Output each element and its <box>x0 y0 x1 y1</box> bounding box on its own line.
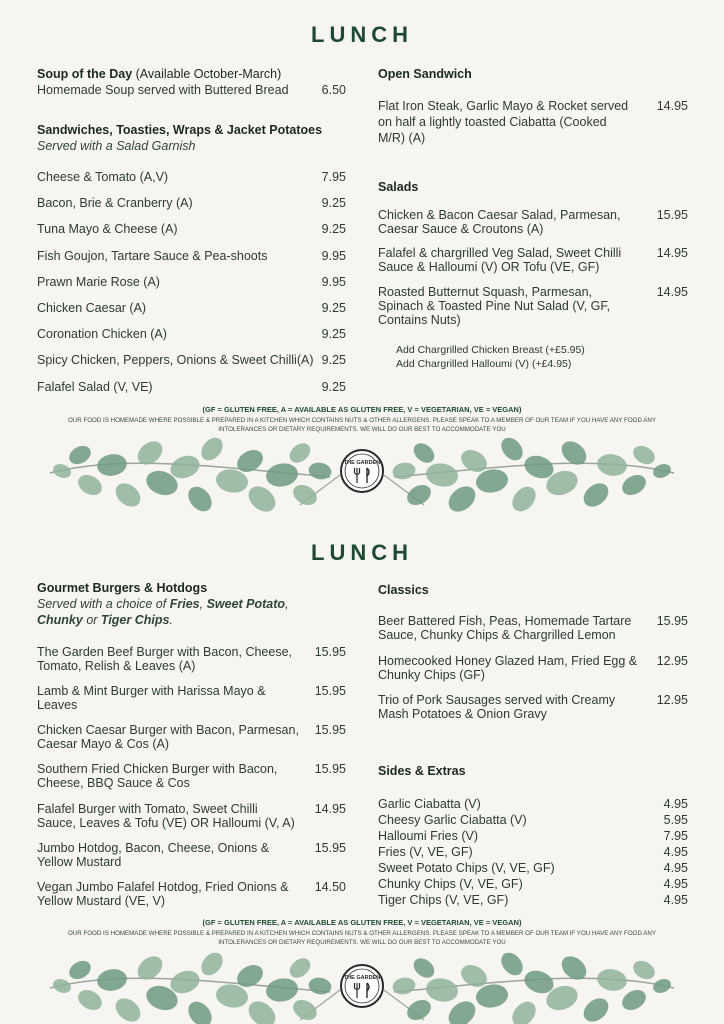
open-sandwich-heading: Open Sandwich <box>378 67 472 81</box>
menu-item <box>378 797 688 811</box>
item-name: Cheesy Garlic Ciabatta (V) <box>378 813 527 827</box>
menu-item <box>37 327 346 341</box>
leaf-shape <box>133 437 167 470</box>
item-name: Homemade Soup served with Buttered Bread <box>37 83 289 97</box>
leaf-shape <box>508 482 541 512</box>
item-name <box>37 723 307 751</box>
leaf-shape <box>290 481 321 509</box>
item-name: Sweet Potato Chips (V, VE, GF) <box>378 861 555 875</box>
menu-item <box>378 285 688 329</box>
menu-item <box>37 222 346 236</box>
item-name: Prawn Marie Rose (A) <box>37 274 160 289</box>
menu-item <box>378 99 688 145</box>
menu-item <box>37 762 346 806</box>
item-price: 15.95 <box>656 208 688 222</box>
item-price: 9.95 <box>321 248 346 263</box>
item-line: Leaves <box>37 698 78 712</box>
sub-option: Fries <box>169 597 200 611</box>
item-line: Sauce, Leaves & Tofu (VE) OR Halloumi (V, A) <box>37 816 295 830</box>
menu-item <box>378 614 688 658</box>
burgers-heading: Gourmet Burgers & Hotdogs <box>37 581 208 595</box>
leaf-garland-decoration <box>0 425 724 512</box>
item-line: Beer Battered Fish, Peas, Homemade Tartare <box>378 614 632 628</box>
menu-item <box>37 802 346 846</box>
menu-item <box>378 693 688 737</box>
sub-option: Chunky <box>37 613 83 627</box>
item-line: Vegan Jumbo Falafel Hotdog, Fried Onions & <box>37 880 289 894</box>
menu-page-2 <box>0 512 724 1024</box>
leaf-shape <box>630 957 658 983</box>
item-price: 9.25 <box>321 379 346 394</box>
item-line: Falafel & chargrilled Veg Salad, Sweet Chilli <box>378 246 622 260</box>
leaf-shape <box>264 461 300 489</box>
sub-option: Sweet Potato <box>206 597 286 611</box>
leaf-shape <box>197 949 227 980</box>
leaf-shape <box>579 479 613 512</box>
item-name <box>37 880 307 908</box>
leaf-shape <box>264 976 300 1004</box>
item-line: Caesar Sauce & Croutons (A) <box>378 222 544 236</box>
leaf-shape <box>133 952 167 985</box>
leaf-shape <box>404 481 435 509</box>
item-name <box>378 99 643 145</box>
item-line: Lamb & Mint Burger with Harissa Mayo & <box>37 684 266 698</box>
leaf-shape <box>75 986 106 1014</box>
dietary-legend: (GF = GLUTEN FREE, A = AVAILABLE AS GLUTEN FREE, V = VEGETARIAN, VE = VEGAN) <box>202 405 522 414</box>
item-price: 9.25 <box>321 301 346 315</box>
item-price: 15.95 <box>656 614 688 628</box>
item-name: Halloumi Fries (V) <box>378 829 479 843</box>
item-name <box>378 654 646 682</box>
item-line: Mash Potatoes & Onion Gravy <box>378 707 547 721</box>
leaf-shape <box>75 471 106 499</box>
item-price: 4.95 <box>663 845 688 859</box>
menu-item <box>37 841 346 885</box>
leaf-shape <box>404 996 435 1024</box>
item-price: 9.95 <box>321 274 346 289</box>
menu-item <box>37 249 346 263</box>
item-price: 9.25 <box>321 353 346 368</box>
leaf-shape <box>424 461 460 489</box>
leaf-shape <box>51 462 73 481</box>
sandwiches-heading: Sandwiches, Toasties, Wraps & Jacket Potatoes <box>37 123 323 137</box>
item-name: Bacon, Brie & Cranberry (A) <box>37 196 193 211</box>
item-line: Yellow Mustard <box>37 855 122 869</box>
leaf-shape <box>630 442 658 468</box>
burgers-subheading <box>37 596 337 628</box>
menu-item <box>378 654 688 698</box>
soup-heading-text: Soup of the Day <box>37 67 133 81</box>
item-price: 4.95 <box>663 861 688 875</box>
leaf-shape <box>184 482 217 512</box>
sub-text: , <box>285 597 289 611</box>
item-line: M/R) (A) <box>378 131 426 145</box>
item-name <box>37 645 307 673</box>
item-name <box>37 802 307 830</box>
note-line: OUR FOOD IS HOMEMADE WHERE POSSIBLE & PREPARED IN A KITCHEN WHICH CONTAINS NUTS & OTHER ALLERGENS. PLEASE SPEAK TO A MEMBER OF OUR TEAM IF YOU HAVE ANY FOOD ANY <box>67 930 657 937</box>
restaurant-logo <box>341 450 383 492</box>
leaf-shape <box>410 954 438 981</box>
item-price: 4.95 <box>663 877 688 891</box>
item-line: Cheese, BBQ Sauce & Cos <box>37 776 190 790</box>
item-name: Chunky Chips (V, VE, GF) <box>378 877 523 891</box>
item-name: Garlic Ciabatta (V) <box>378 797 481 811</box>
leaf-shape <box>197 434 227 465</box>
leaf-shape <box>66 957 94 983</box>
dietary-legend: (GF = GLUTEN FREE, A = AVAILABLE AS GLUTEN FREE, V = VEGETARIAN, VE = VEGAN) <box>202 918 522 927</box>
item-line: Sauce, Chunky Chips & Chargrilled Lemon <box>378 628 616 642</box>
item-line: Chunky Chips (GF) <box>378 668 485 682</box>
item-name: Fries (V, VE, GF) <box>378 845 473 859</box>
item-name: Tuna Mayo & Cheese (A) <box>37 222 178 237</box>
leaf-shape <box>286 954 314 981</box>
page-title: LUNCH <box>311 22 413 47</box>
addon-item: Add Chargrilled Halloumi (V) (+£4.95) <box>396 358 572 370</box>
leaf-shape <box>508 997 541 1024</box>
item-name: Falafel Salad (V, VE) <box>37 379 153 394</box>
item-price: 7.95 <box>663 829 688 843</box>
item-name <box>378 246 643 274</box>
item-price: 14.50 <box>314 880 346 894</box>
item-name: Chicken Caesar (A) <box>37 301 147 315</box>
item-name <box>378 693 646 721</box>
item-price: 5.95 <box>663 813 688 827</box>
menu-item <box>37 196 346 210</box>
classics-heading: Classics <box>378 583 429 597</box>
item-line: Contains Nuts) <box>378 313 461 327</box>
item-price: 14.95 <box>314 802 346 816</box>
leaf-shape <box>619 986 650 1014</box>
sub-text: or <box>82 613 101 627</box>
leaf-shape <box>497 949 527 980</box>
leaf-shape <box>651 977 673 996</box>
leaf-shape <box>557 437 591 470</box>
item-price: 15.95 <box>314 762 346 776</box>
leaf-shape <box>51 977 73 996</box>
leaf-shape <box>391 976 416 996</box>
leaf-shape <box>95 967 128 993</box>
salads-heading: Salads <box>378 180 419 194</box>
item-name: Cheese & Tomato (A,V) <box>37 170 169 184</box>
item-price: 15.95 <box>314 645 346 659</box>
leaf-shape <box>391 461 416 481</box>
menu-item <box>37 723 346 767</box>
item-line: Tomato, Relish & Leaves (A) <box>37 659 196 673</box>
restaurant-logo <box>341 965 383 1007</box>
leaf-shape <box>579 994 613 1024</box>
item-name: Tiger Chips (V, VE, GF) <box>378 893 509 907</box>
leaf-shape <box>307 461 332 481</box>
leaf-shape <box>595 452 628 478</box>
item-line: Flat Iron Steak, Garlic Mayo & Rocket served <box>378 99 629 113</box>
leaf-shape <box>290 996 321 1024</box>
menu-item <box>378 845 688 859</box>
item-price: 4.95 <box>663 893 688 907</box>
leaf-shape <box>424 976 460 1004</box>
sub-option: Tiger Chips <box>100 613 170 627</box>
menu-item <box>378 246 688 290</box>
menu-item <box>37 645 346 689</box>
leaf-garland-decoration <box>0 940 724 1024</box>
item-line: Trio of Pork Sausages served with Creamy <box>378 693 616 707</box>
logo-text: THE GARDEN <box>343 975 381 981</box>
menu-item <box>37 684 346 728</box>
soup-availability: (Available October-March) <box>132 67 282 81</box>
note-line: INTOLERANCES OR DIETARY REQUIREMENTS. WE WILL DO OUR BEST TO ACCOMMODATE YOU <box>218 425 506 433</box>
menu-item <box>37 275 346 289</box>
item-line: The Garden Beef Burger with Bacon, Cheese, <box>37 645 293 659</box>
item-line: Yellow Mustard (VE, V) <box>37 894 166 908</box>
item-name <box>378 285 643 327</box>
leaf-shape <box>184 997 217 1024</box>
leaf-shape <box>410 439 438 466</box>
item-price: 4.95 <box>663 797 688 811</box>
item-line: Caesar Mayo & Cos (A) <box>37 737 169 751</box>
logo-ring <box>341 965 383 1007</box>
item-name: Spicy Chicken, Peppers, Onions & Sweet Chilli(A) <box>37 353 314 368</box>
logo-text: THE GARDEN <box>343 460 381 466</box>
item-name <box>378 208 643 236</box>
leaf-shape <box>595 967 628 993</box>
item-price: 6.50 <box>321 83 346 97</box>
item-price: 14.95 <box>656 285 688 299</box>
note-line: OUR FOOD IS HOMEMADE WHERE POSSIBLE & PREPARED IN A KITCHEN WHICH CONTAINS NUTS & OTHER ALLERGENS. PLEASE SPEAK TO A MEMBER OF OUR TEAM IF YOU HAVE ANY FOOD ANY <box>67 417 657 424</box>
leaf-shape <box>286 439 314 466</box>
leaf-shape <box>557 952 591 985</box>
item-price: 7.95 <box>321 170 346 184</box>
sides-heading: Sides & Extras <box>378 764 466 778</box>
item-name: Fish Goujon, Tartare Sauce & Pea-shoots <box>37 248 268 263</box>
leaf-shape <box>95 452 128 478</box>
item-line: Roasted Butternut Squash, Parmesan, <box>378 285 593 299</box>
menu-item <box>37 380 346 394</box>
leaf-shape <box>307 976 332 996</box>
item-price: 9.25 <box>321 222 346 237</box>
item-line: Jumbo Hotdog, Bacon, Cheese, Onions & <box>37 841 270 855</box>
leaf-shape <box>619 471 650 499</box>
soup-heading <box>37 66 337 82</box>
sub-text: . <box>169 613 173 627</box>
item-name <box>37 762 307 790</box>
sandwiches-subheading: Served with a Salad Garnish <box>37 139 196 153</box>
item-price: 12.95 <box>656 693 688 707</box>
item-price: 15.95 <box>314 841 346 855</box>
leaf-shape <box>111 994 145 1024</box>
menu-item <box>378 813 688 827</box>
item-price: 15.95 <box>314 723 346 737</box>
item-price: 14.95 <box>656 99 688 113</box>
item-name <box>378 614 646 642</box>
leaf-shape <box>651 462 673 481</box>
item-price: 9.25 <box>321 196 346 211</box>
item-price: 9.25 <box>321 327 346 342</box>
item-price: 14.95 <box>656 246 688 260</box>
item-line: Falafel Burger with Tomato, Sweet Chilli <box>37 802 258 816</box>
menu-item <box>378 861 688 875</box>
item-price: 15.95 <box>314 684 346 698</box>
sub-text: , <box>199 597 207 611</box>
addon-item: Add Chargrilled Chicken Breast (+£5.95) <box>396 344 585 356</box>
item-line: Sauce & Halloumi (V) OR Tofu (VE, GF) <box>378 260 600 274</box>
sub-text: Served with a choice of <box>37 597 170 611</box>
menu-item <box>37 170 346 184</box>
item-line: Chicken & Bacon Caesar Salad, Parmesan, <box>378 208 621 222</box>
item-line: Homecooked Honey Glazed Ham, Fried Egg & <box>378 654 638 668</box>
note-line: INTOLERANCES OR DIETARY REQUIREMENTS. WE WILL DO OUR BEST TO ACCOMMODATE YOU <box>218 938 506 946</box>
menu-item <box>37 83 346 97</box>
leaf-shape <box>111 479 145 512</box>
menu-item <box>378 829 688 843</box>
item-line: on half a lightly toasted Ciabatta (Cooked <box>378 115 607 129</box>
page-title: LUNCH <box>311 540 413 565</box>
menu-item <box>378 877 688 891</box>
menu-item <box>37 301 346 315</box>
leaf-shape <box>497 434 527 465</box>
item-line: Chicken Caesar Burger with Bacon, Parmesan, <box>37 723 299 737</box>
logo-ring <box>341 450 383 492</box>
item-name: Coronation Chicken (A) <box>37 327 167 342</box>
menu-item <box>378 893 688 907</box>
item-line: Spinach & Toasted Pine Nut Salad (V, GF, <box>378 299 611 313</box>
item-line: Southern Fried Chicken Burger with Bacon, <box>37 762 278 776</box>
item-name <box>37 684 307 712</box>
item-price: 12.95 <box>656 654 688 668</box>
item-name <box>37 841 307 869</box>
leaf-shape <box>66 442 94 468</box>
menu-item <box>37 353 346 367</box>
